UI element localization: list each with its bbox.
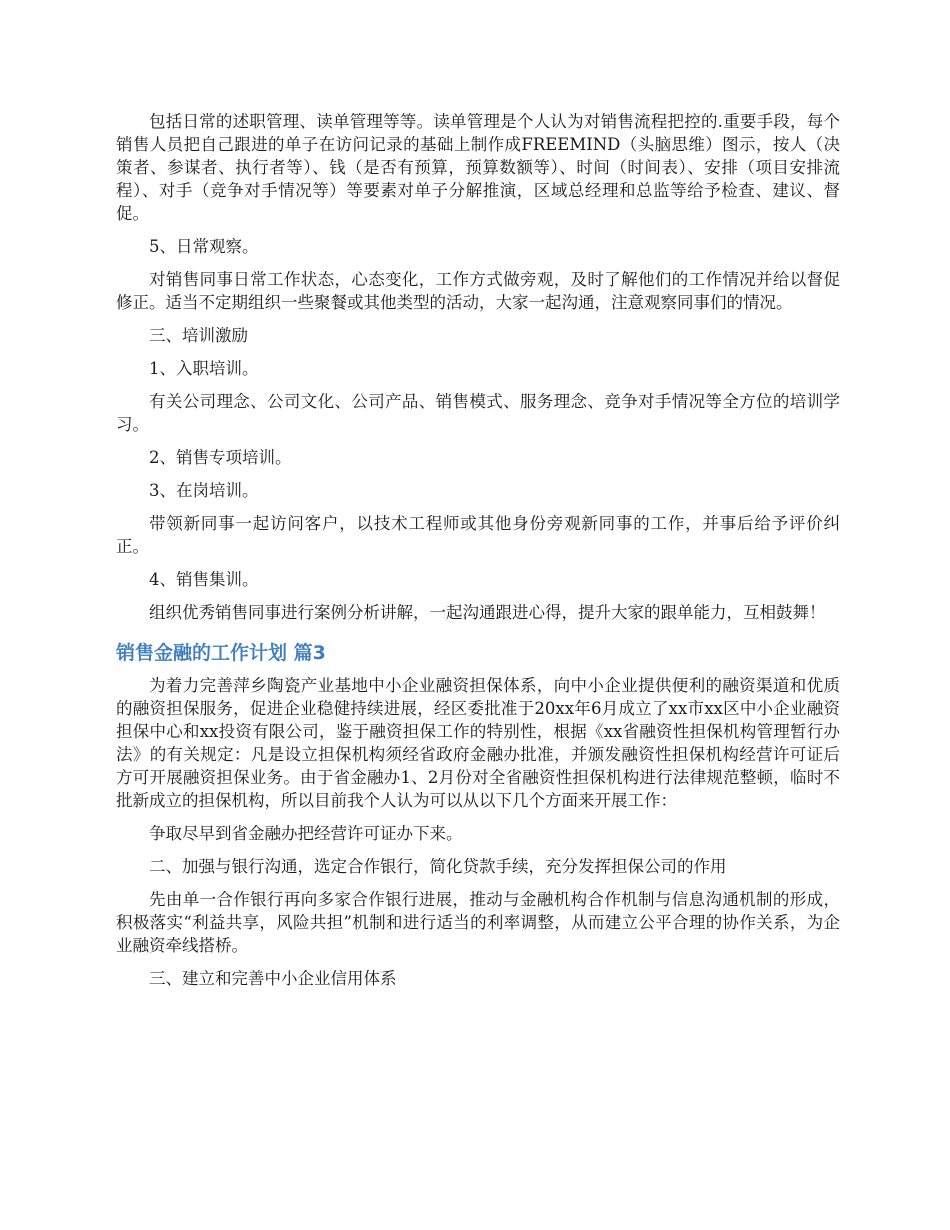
item-onboarding-training: 1、入职培训。 (149, 359, 259, 378)
item-sales-bootcamp: 4、销售集训。 (149, 570, 259, 589)
item-sales-special-training: 2、销售专项培训。 (149, 448, 292, 467)
paragraph-intro: 为着力完善萍乡陶瓷产业基地中小企业融资担保体系，向中小企业提供便利的融资渠道和优质的融资担保服务，促进企业稳健持续进展，经区委批准于20xx年6月成立了xx市xx区中小企业融资担保中心和xx投资有限公司，鉴于融资担保工作的特别性，根据《xx省融资性担保机构管理暂行办法》的有关规定：凡是设立担保机构须经省政府金融办批准，并颁发融资性担保机构经营许可证后方可开展融资担保业务。由于省金融办1、2月份对全省融资性担保机构进行法律规范整顿，临时不批新成立的担保机构，所以目前我个人认为可以从以下几个方面来开展工作： (116, 676, 840, 810)
item-on-job-training: 3、在岗培训。 (149, 481, 259, 500)
subheading-bank-communication: 二、加强与银行沟通，选定合作银行，简化贷款手续，充分发挥担保公司的作用 (149, 857, 727, 876)
paragraph-bank-cooperation: 先由单一合作银行再向多家合作银行进展，推动与金融机构合作机制与信息沟通机制的形成，积极落实“利益共享，风险共担”机制和进行适当的利率调整，从而建立公平合理的协作关系，为企业融资牵线搭桥。 (116, 890, 840, 955)
subheading-training-incentive: 三、培训激励 (149, 326, 248, 345)
paragraph-daily-observation: 对销售同事日常工作状态，心态变化，工作方式做旁观，及时了解他们的工作情况并给以督促修正。适当不定期组织一些聚餐或其他类型的活动，大家一起沟通，注意观察同事们的情况。 (116, 270, 840, 312)
paragraph-license: 争取尽早到省金融办把经营许可证办下来。 (149, 824, 463, 843)
paragraph-onboarding-training: 有关公司理念、公司文化、公司产品、销售模式、服务理念、竞争对手情况等全方位的培训学习。 (116, 392, 840, 434)
paragraph-sales-bootcamp: 组织优秀销售同事进行案例分析讲解，一起沟通跟进心得，提升大家的跟单能力，互相鼓舞！ (149, 603, 826, 622)
paragraph-on-job-training: 带领新同事一起访问客户，以技术工程师或其他身份旁观新同事的工作，并事后给予评价纠正。 (116, 514, 840, 556)
paragraph-reading-management: 包括日常的述职管理、读单管理等等。读单管理是个人认为对销售流程把控的.重要手段，每个销售人员把自己跟进的单子在访问记录的基础上制作成FREEMIND（头脑思维）图示，按人（决策者、参谋者、执行者等）、钱（是否有预算，预算数额等）、时间（时间表）、安排（项目安排流程）、对手（竞争对手情况等）等要素对单子分解推演，区域总经理和总监等给予检查、建议、督促。 (116, 112, 840, 223)
subheading-credit-system: 三、建立和完善中小企业信用体系 (149, 969, 397, 988)
section-heading: 销售金融的工作计划 篇3 (116, 642, 326, 664)
document-page (116, 110, 840, 1000)
item-daily-observation: 5、日常观察。 (149, 237, 259, 256)
